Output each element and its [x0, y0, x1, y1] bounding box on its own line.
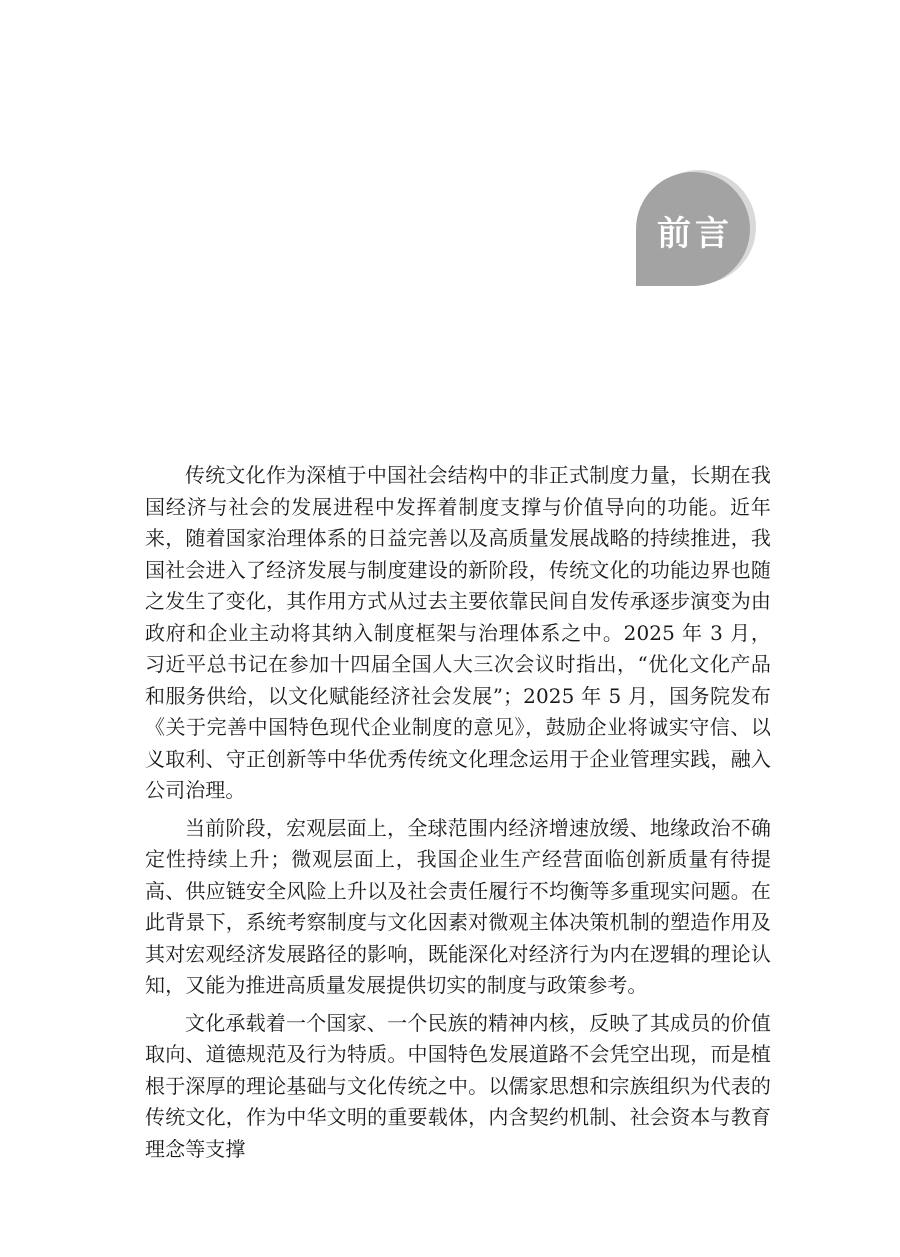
- preface-heading-badge: [636, 172, 754, 290]
- page-title: 前言: [657, 213, 733, 254]
- paragraph: 传统文化作为深植于中国社会结构中的非正式制度力量，长期在我国经济与社会的发展进程中发挥着制度支撑与价值导向的功能。近年来，随着国家治理体系的日益完善以及高质量发展战略的持续推进，我国社会进入了经济发展与制度建设的新阶段，传统文化的功能边界也随之发生了变化，其作用方式从过去主要依靠民间自发传承逐步演变为由政府和企业主动将其纳入制度框架与治理体系之中。2025 年 3 月，习近平总书记在参加十四届全国人大三次会议时指出，“优化文化产品和服务供给，以文化赋能经济社会发展”；2025 年 5 月，国务院发布《关于完善中国特色现代企业制度的意见》，鼓励企业将诚实守信、以义取利、守正创新等中华优秀传统文化理念运用于企业管理实践，融入公司治理。: [145, 463, 771, 802]
- body-text: [145, 460, 771, 1171]
- paragraph: 文化承载着一个国家、一个民族的精神内核，反映了其成员的价值取向、道德规范及行为特质。中国特色发展道路不会凭空出现，而是植根于深厚的理论基础与文化传统之中。以儒家思想和宗族组织为代表的传统文化，作为中华文明的重要载体，内含契约机制、社会资本与教育理念等支撑: [145, 1010, 771, 1161]
- paragraph: 当前阶段，宏观层面上，全球范围内经济增速放缓、地缘政治不确定性持续上升；微观层面上，我国企业生产经营面临创新质量有待提高、供应链安全风险上升以及社会责任履行不均衡等多重现实问题。在此背景下，系统考察制度与文化因素对微观主体决策机制的塑造作用及其对宏观经济发展路径的影响，既能深化对经济行为内在逻辑的理论认知，又能为推进高质量发展提供切实的制度与政策参考。: [145, 815, 771, 997]
- badge-shape: [636, 172, 750, 286]
